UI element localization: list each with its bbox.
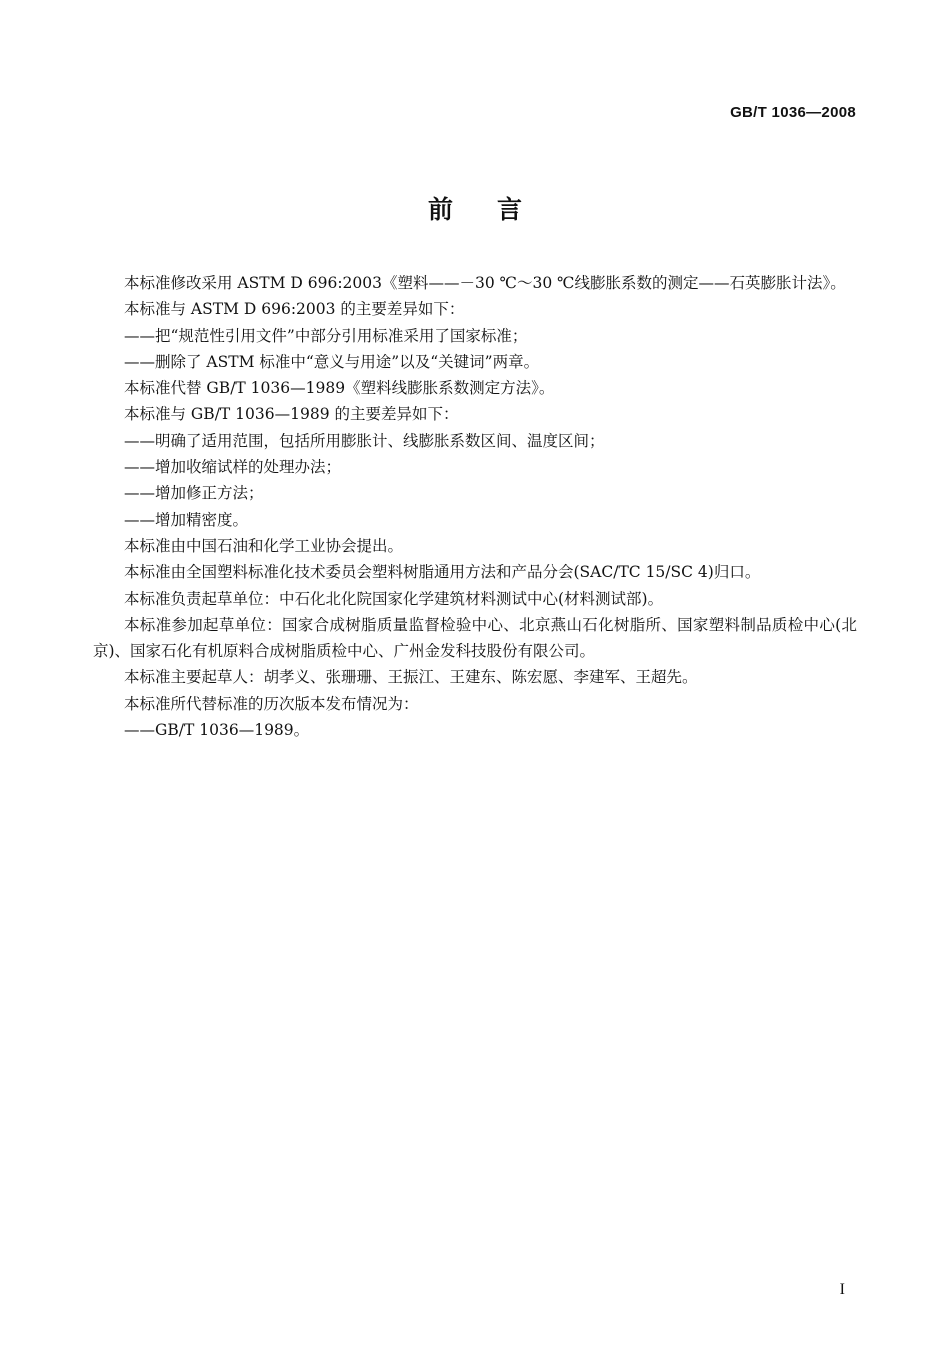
page-number: I [839,1281,845,1298]
list-item-gbt-difference-2: ——增加收缩试样的处理办法； [124,458,342,477]
paragraph-lead-drafter: 本标准负责起草单位：中石化北化院国家化学建筑材料测试中心(材料测试部)。 [124,589,664,608]
paragraph-proposed-by: 本标准由中国石油和化学工业协会提出。 [124,536,404,555]
paragraph-main-drafters: 本标准主要起草人：胡孝义、张珊珊、王振江、王建东、陈宏愿、李建军、王超先。 [124,668,698,687]
list-item-astm-difference-2: ——删除了 ASTM 标准中“意义与用途”以及“关键词”两章。 [124,352,540,371]
list-item-gbt-difference-3: ——增加修正方法； [124,484,264,503]
paragraph-adoption: 本标准修改采用 ASTM D 696:2003《塑料——－30 ℃～30 ℃线膨胀系数的测定——石英膨胀计法》。 [124,274,846,292]
paragraph-replaces: 本标准代替 GB/T 1036—1989《塑料线膨胀系数测定方法》。 [124,379,555,398]
page-title: 前言 [427,195,566,224]
list-item-gbt-difference-4: ——增加精密度。 [124,510,249,529]
list-item-astm-difference-1: ——把“规范性引用文件”中部分引用标准采用了国家标准； [124,326,528,345]
paragraph-version-history-intro: 本标准所代替标准的历次版本发布情况为： [124,694,419,713]
standard-number: GB/T 1036—2008 [730,104,856,121]
foreword-body [93,270,857,743]
paragraph-gbt-differences-intro: 本标准与 GB/T 1036—1989 的主要差异如下： [124,405,459,424]
paragraph-participating-drafters: 本标准参加起草单位：国家合成树脂质量监督检验中心、北京燕山石化树脂所、国家塑料制品质检中心(北京)、国家石化有机原料合成树脂质检中心、广州金发科技股份有限公司。 [93,615,857,661]
list-item-gbt-difference-1: ——明确了适用范围，包括所用膨胀计、线膨胀系数区间、温度区间； [124,431,605,450]
paragraph-administered-by: 本标准由全国塑料标准化技术委员会塑料树脂通用方法和产品分会(SAC/TC 15/SC 4)归口。 [124,563,761,582]
list-item-version-history: ——GB/T 1036—1989。 [124,721,310,740]
paragraph-astm-differences-intro: 本标准与 ASTM D 696:2003 的主要差异如下： [124,300,465,319]
